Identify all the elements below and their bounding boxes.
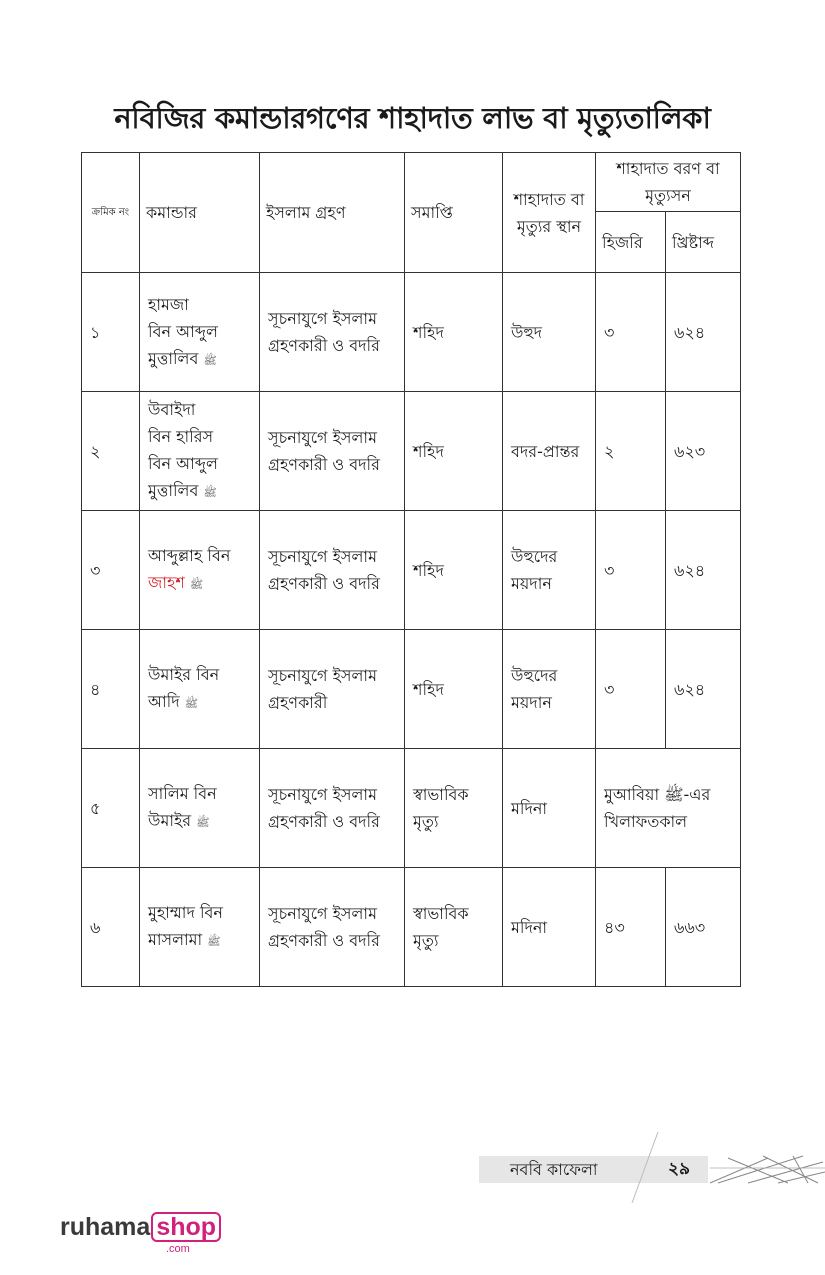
- hijri-cell: ৪৩: [596, 868, 666, 987]
- end-cell: স্বাভাবিক মৃত্যু: [405, 868, 503, 987]
- ad-cell: ৬২৩: [666, 392, 741, 511]
- ad-cell: ৬২৪: [666, 630, 741, 749]
- honorific-icon: ﷺ: [196, 816, 210, 829]
- place-cell: উহুদ: [503, 273, 596, 392]
- commander-name-line: বিন হারিস: [148, 427, 214, 446]
- header-end: সমাপ্তি: [405, 153, 503, 273]
- table-row: [82, 273, 741, 392]
- header-islam: ইসলাম গ্রহণ: [260, 153, 405, 273]
- footer-decorative-lines-icon: [708, 1154, 825, 1186]
- end-cell: স্বাভাবিক মৃত্যু: [405, 749, 503, 868]
- caliphate-period-cell: মুআবিয়া ﷺ-এর খিলাফতকাল: [596, 749, 741, 868]
- commander-name-line: উবাইদা: [148, 400, 196, 419]
- header-serial: [82, 153, 140, 273]
- serial-cell: ৩: [82, 511, 140, 630]
- commander-name-line: বিন আব্দুল: [148, 454, 218, 473]
- end-cell: শহিদ: [405, 630, 503, 749]
- commander-name-line: উমাইর: [148, 811, 192, 830]
- commander-name-line: আব্দুল্লাহ বিন: [148, 546, 231, 565]
- table-row: [82, 868, 741, 987]
- header-hijri: হিজরি: [596, 212, 666, 273]
- ad-cell: ৬৬৩: [666, 868, 741, 987]
- commander-name-line: মাসলামা: [148, 930, 203, 949]
- place-cell: উহুদের ময়দান: [503, 630, 596, 749]
- table-row: [82, 630, 741, 749]
- commander-name-line: আদি: [148, 692, 180, 711]
- footer-book-title: নববি কাফেলা: [510, 1160, 598, 1179]
- commander-name-line: মুত্তালিব: [148, 481, 199, 500]
- commander-name-line: সালিম বিন: [148, 784, 217, 803]
- end-cell: শহিদ: [405, 511, 503, 630]
- honorific-icon: ﷺ: [203, 353, 217, 367]
- hijri-cell: ২: [596, 392, 666, 511]
- islam-cell: সূচনাযুগে ইসলাম গ্রহণকারী ও বদরি: [260, 749, 405, 868]
- hijri-cell: ৩: [596, 273, 666, 392]
- serial-cell: ৬: [82, 868, 140, 987]
- honorific-icon: ﷺ: [207, 935, 221, 948]
- islam-cell: সূচনাযুগে ইসলাম গ্রহণকারী: [260, 630, 405, 749]
- commander-name-line: মুত্তালিব: [148, 348, 199, 368]
- honorific-icon: ﷺ: [189, 578, 204, 591]
- commander-name-line: বিন আব্দুল: [148, 321, 218, 341]
- commander-cell: [140, 392, 260, 511]
- header-commander: কমান্ডার: [140, 153, 260, 273]
- place-cell: মদিনা: [503, 868, 596, 987]
- serial-cell: ৫: [82, 749, 140, 868]
- footer-page-number: ২৯: [668, 1159, 691, 1179]
- serial-cell: ১: [82, 273, 140, 392]
- footer-divider-icon: [630, 1130, 660, 1205]
- page-title: নবিজির কমান্ডারগণের শাহাদাত লাভ বা মৃত্যুতালিকা: [114, 101, 711, 135]
- end-cell: শহিদ: [405, 273, 503, 392]
- header-date-group: শাহাদাত বরণ বা মৃত্যুসন: [596, 153, 741, 212]
- hijri-cell: ৩: [596, 630, 666, 749]
- ad-cell: ৬২৪: [666, 273, 741, 392]
- table-row: [82, 392, 741, 511]
- header-serial-text: ক্রমিক নং: [91, 207, 130, 218]
- header-ad: খ্রিষ্টাব্দ: [666, 212, 741, 273]
- end-cell: শহিদ: [405, 392, 503, 511]
- honorific-icon: ﷺ: [203, 486, 217, 499]
- place-cell: উহুদের ময়দান: [503, 511, 596, 630]
- islam-cell: সূচনাযুগে ইসলাম গ্রহণকারী ও বদরি: [260, 392, 405, 511]
- islam-cell: সূচনাযুগে ইসলাম গ্রহণকারী ও বদরি: [260, 273, 405, 392]
- commander-cell: [140, 511, 260, 630]
- islam-cell: সূচনাযুগে ইসলাম গ্রহণকারী ও বদরি: [260, 868, 405, 987]
- commander-cell: [140, 630, 260, 749]
- hijri-cell: ৩: [596, 511, 666, 630]
- commander-name-line: মুহাম্মাদ বিন: [148, 903, 223, 922]
- islam-cell: সূচনাযুগে ইসলাম গ্রহণকারী ও বদরি: [260, 511, 405, 630]
- table-row: [82, 511, 741, 630]
- commander-cell: [140, 868, 260, 987]
- commander-name-line: হামজা: [148, 294, 189, 314]
- honorific-icon: ﷺ: [184, 697, 199, 710]
- header-place: শাহাদাত বা মৃত্যুর স্থান: [503, 153, 596, 273]
- place-cell: মদিনা: [503, 749, 596, 868]
- table-row: [82, 749, 741, 868]
- serial-cell: ৪: [82, 630, 140, 749]
- logo-ruhama-text: ruhama: [60, 1213, 151, 1241]
- logo-com-text: .com: [166, 1243, 190, 1255]
- commander-cell: [140, 273, 260, 392]
- commander-name-line: উমাইর বিন: [148, 665, 220, 684]
- commanders-table: [81, 152, 741, 987]
- place-cell: বদর-প্রান্তর: [503, 392, 596, 511]
- ruhamashop-logo: [60, 1212, 221, 1242]
- commander-name-highlight: জাহশ: [148, 573, 185, 592]
- serial-cell: ২: [82, 392, 140, 511]
- logo-shop-text: shop: [151, 1212, 221, 1242]
- commander-cell: [140, 749, 260, 868]
- ad-cell: ৬২৪: [666, 511, 741, 630]
- header-row-top: [82, 153, 741, 212]
